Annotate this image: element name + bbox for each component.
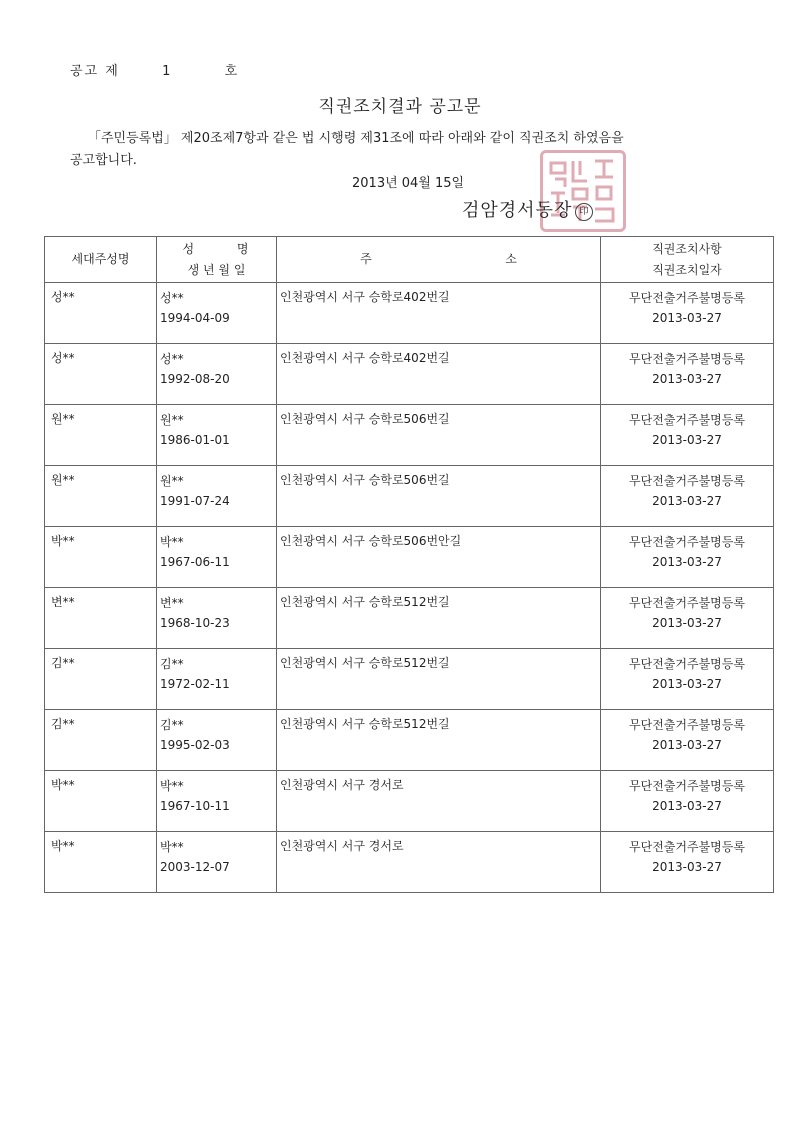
person-dob: 2003-12-07 bbox=[160, 860, 230, 874]
notice-number-label: 공고 제 bbox=[70, 64, 120, 79]
action-date: 2013-03-27 bbox=[652, 860, 722, 874]
action-date: 2013-03-27 bbox=[652, 494, 722, 508]
cell-address bbox=[277, 649, 601, 710]
table-row bbox=[45, 405, 774, 466]
table-row bbox=[45, 710, 774, 771]
householder-name: 성** bbox=[51, 351, 75, 365]
cell-action bbox=[601, 771, 774, 832]
table-row bbox=[45, 771, 774, 832]
action-type: 무단전출거주불명등록 bbox=[629, 718, 745, 732]
cell-action bbox=[601, 649, 774, 710]
cell-name-dob bbox=[157, 344, 277, 405]
cell-address bbox=[277, 283, 601, 344]
cell-householder bbox=[45, 649, 157, 710]
cell-action bbox=[601, 710, 774, 771]
action-type: 무단전출거주불명등록 bbox=[629, 779, 745, 793]
address: 인천광역시 서구 경서로 bbox=[280, 778, 404, 792]
householder-name: 원** bbox=[51, 412, 75, 426]
cell-address bbox=[277, 832, 601, 893]
roster-table bbox=[44, 236, 774, 893]
header-name-dob bbox=[157, 237, 277, 283]
cell-householder bbox=[45, 771, 157, 832]
action-type: 무단전출거주불명등록 bbox=[629, 840, 745, 854]
cell-action bbox=[601, 527, 774, 588]
address: 인천광역시 서구 승학로506번안길 bbox=[280, 534, 462, 548]
table-row bbox=[45, 466, 774, 527]
person-dob: 1994-04-09 bbox=[160, 311, 230, 325]
action-type: 무단전출거주불명등록 bbox=[629, 596, 745, 610]
header-action bbox=[601, 237, 774, 283]
action-date: 2013-03-27 bbox=[652, 555, 722, 569]
cell-address bbox=[277, 405, 601, 466]
cell-action bbox=[601, 344, 774, 405]
person-dob: 1986-01-01 bbox=[160, 433, 230, 447]
header-address: 주 소 bbox=[277, 237, 601, 283]
action-type: 무단전출거주불명등록 bbox=[629, 535, 745, 549]
address: 인천광역시 서구 승학로512번길 bbox=[280, 595, 450, 609]
action-date: 2013-03-27 bbox=[652, 311, 722, 325]
householder-name: 박** bbox=[51, 778, 75, 792]
table-header-row bbox=[45, 237, 774, 283]
address: 인천광역시 서구 승학로506번길 bbox=[280, 473, 450, 487]
person-name: 원** bbox=[160, 474, 184, 488]
cell-householder bbox=[45, 710, 157, 771]
action-type: 무단전출거주불명등록 bbox=[629, 474, 745, 488]
person-name: 김** bbox=[160, 718, 184, 732]
table-row bbox=[45, 527, 774, 588]
cell-name-dob bbox=[157, 405, 277, 466]
cell-action bbox=[601, 588, 774, 649]
notice-number bbox=[70, 60, 239, 79]
person-dob: 1967-10-11 bbox=[160, 799, 230, 813]
cell-name-dob bbox=[157, 527, 277, 588]
householder-name: 성** bbox=[51, 290, 75, 304]
person-name: 변** bbox=[160, 596, 184, 610]
cell-name-dob bbox=[157, 466, 277, 527]
householder-name: 박** bbox=[51, 534, 75, 548]
action-type: 무단전출거주불명등록 bbox=[629, 352, 745, 366]
cell-action bbox=[601, 283, 774, 344]
cell-address bbox=[277, 588, 601, 649]
cell-householder bbox=[45, 283, 157, 344]
person-name: 성** bbox=[160, 291, 184, 305]
action-date: 2013-03-27 bbox=[652, 677, 722, 691]
address: 인천광역시 서구 경서로 bbox=[280, 839, 404, 853]
notice-date: 2013년 04월 15일 bbox=[352, 176, 465, 191]
header-action-type: 직권조치사항 bbox=[652, 241, 722, 256]
cell-address bbox=[277, 710, 601, 771]
cell-name-dob bbox=[157, 832, 277, 893]
header-name: 성 명 bbox=[182, 241, 251, 256]
action-date: 2013-03-27 bbox=[652, 433, 722, 447]
cell-action bbox=[601, 832, 774, 893]
address: 인천광역시 서구 승학로402번길 bbox=[280, 290, 450, 304]
table-row bbox=[45, 283, 774, 344]
cell-address bbox=[277, 344, 601, 405]
notice-number-suffix: 호 bbox=[224, 64, 240, 79]
cell-address bbox=[277, 527, 601, 588]
cell-householder bbox=[45, 832, 157, 893]
cell-action bbox=[601, 466, 774, 527]
cell-address bbox=[277, 466, 601, 527]
action-type: 무단전출거주불명등록 bbox=[629, 413, 745, 427]
householder-name: 원** bbox=[51, 473, 75, 487]
person-dob: 1991-07-24 bbox=[160, 494, 230, 508]
table-row bbox=[45, 588, 774, 649]
cell-householder bbox=[45, 588, 157, 649]
cell-name-dob bbox=[157, 710, 277, 771]
header-action-date: 직권조치일자 bbox=[652, 262, 722, 277]
table-row bbox=[45, 832, 774, 893]
action-date: 2013-03-27 bbox=[652, 738, 722, 752]
address: 인천광역시 서구 승학로512번길 bbox=[280, 656, 450, 670]
person-dob: 1972-02-11 bbox=[160, 677, 230, 691]
address: 인천광역시 서구 승학로506번길 bbox=[280, 412, 450, 426]
person-dob: 1967-06-11 bbox=[160, 555, 230, 569]
householder-name: 김** bbox=[51, 717, 75, 731]
person-dob: 1968-10-23 bbox=[160, 616, 230, 630]
header-dob: 생 년 월 일 bbox=[187, 262, 246, 277]
action-type: 무단전출거주불명등록 bbox=[629, 291, 745, 305]
person-name: 김** bbox=[160, 657, 184, 671]
householder-name: 박** bbox=[51, 839, 75, 853]
householder-name: 김** bbox=[51, 656, 75, 670]
notice-body-line-1: 「주민등록법」 제20조제7항과 같은 법 시행령 제31조에 따라 아래와 같이 직권조치 하였음을 bbox=[88, 131, 624, 146]
action-type: 무단전출거주불명등록 bbox=[629, 657, 745, 671]
cell-name-dob bbox=[157, 771, 277, 832]
person-dob: 1995-02-03 bbox=[160, 738, 230, 752]
cell-action bbox=[601, 405, 774, 466]
table-row bbox=[45, 344, 774, 405]
seal-mark-icon: 印 bbox=[575, 203, 593, 221]
cell-name-dob bbox=[157, 588, 277, 649]
issuer-name: 검암경서동장 bbox=[462, 200, 573, 221]
table-row bbox=[45, 649, 774, 710]
cell-address bbox=[277, 771, 601, 832]
action-date: 2013-03-27 bbox=[652, 616, 722, 630]
notice-number-value: 1 bbox=[162, 64, 173, 79]
roster-body bbox=[45, 283, 774, 893]
action-date: 2013-03-27 bbox=[652, 372, 722, 386]
cell-householder bbox=[45, 344, 157, 405]
cell-householder bbox=[45, 405, 157, 466]
action-date: 2013-03-27 bbox=[652, 799, 722, 813]
cell-householder bbox=[45, 527, 157, 588]
cell-householder bbox=[45, 466, 157, 527]
address: 인천광역시 서구 승학로402번길 bbox=[280, 351, 450, 365]
person-name: 박** bbox=[160, 779, 184, 793]
page-title: 직권조치결과 공고문 bbox=[318, 97, 482, 117]
notice-body-line-2: 공고합니다. bbox=[70, 153, 137, 168]
householder-name: 변** bbox=[51, 595, 75, 609]
person-name: 성** bbox=[160, 352, 184, 366]
person-name: 박** bbox=[160, 535, 184, 549]
issuer bbox=[462, 196, 593, 222]
person-name: 박** bbox=[160, 840, 184, 854]
cell-name-dob bbox=[157, 283, 277, 344]
cell-name-dob bbox=[157, 649, 277, 710]
person-dob: 1992-08-20 bbox=[160, 372, 230, 386]
person-name: 원** bbox=[160, 413, 184, 427]
address: 인천광역시 서구 승학로512번길 bbox=[280, 717, 450, 731]
header-householder: 세대주성명 bbox=[45, 237, 157, 283]
